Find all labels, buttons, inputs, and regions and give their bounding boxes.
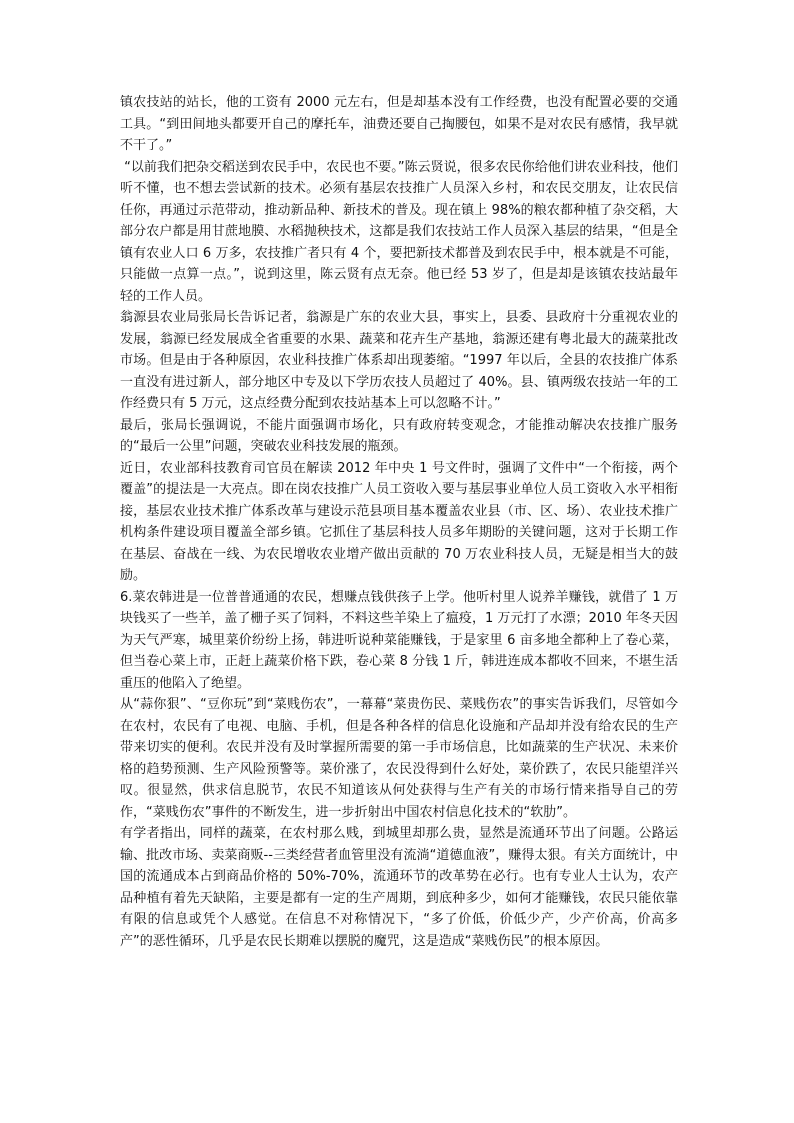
paragraph-central-document: 近日，农业部科技教育司官员在解读 2012 年中央 1 号文件时，强调了文件中“一个衔接，两个覆盖”的提法是一大亮点。即在岗农技推广人员工资收入要与基层事业单位人员工资收入水平相衔接，基层农业技术推广体系改革与建设示范县项目基本覆盖农业县（市、区、场）、农业技术推广机构条件建设项目覆盖全部乡镇。它抓住了基层科技人员多年期盼的关键问题，这对于长期工作在基层、奋战在一线、为农民增收农业增产做出贡献的 70 万农业科技人员，无疑是相当大的鼓励。 — [120, 460, 678, 583]
paragraph-han-jin: 6.菜农韩进是一位普普通通的农民，想赚点钱供孩子上学。他听村里人说养羊赚钱，就借了 1 万块钱买了一些羊，盖了栅子买了饲料，不料这些羊染上了瘟疫，1 万元打了水漂；2010 年冬天因为天气严寒，城里菜价纷纷上扬，韩进听说种菜能赚钱，于是家里 6 亩多地全都种上了卷心菜，但当卷心菜上市，正赶上蔬菜价格下跌，卷心菜 8 分钱 1 斤，韩进连成本都收不回来，不堪生活重压的他陷入了绝望。 — [120, 589, 678, 691]
paragraph-last-kilometer: 最后，张局长强调说，不能片面强调市场化，只有政府转变观念，才能推动解决农技推广服务的“最后一公里”问题，突破农业科技发展的瓶颈。 — [120, 417, 678, 454]
paragraph-chen-yunxian: “以前我们把杂交稻送到农民手中，农民也不要。”陈云贤说，很多农民你给他们讲农业科技，他们听不懂，也不想去尝试新的技术。必须有基层农技推广人员深入乡村，和农民交朋友，让农民信任你，再通过示范带动，推动新品种、新技术的普及。现在镇上 98%的粮农都种植了杂交稻，大部分农户都是用甘蔗地膜、水稻抛秧技术，这都是我们农技站工作人员深入基层的结果，“但是全镇有农业人口 6 万多，农技推广者只有 4 个，要把新技术都普及到农民手中，根本就是不可能，只能做一点算一点。”，说到这里，陈云贤有点无奈。他已经 53 岁了，但是却是该镇农技站最年轻的工作人员。 — [120, 159, 678, 304]
paragraph-circulation-costs: 有学者指出，同样的蔬菜，在农村那么贱，到城里却那么贵，显然是流通环节出了问题。公路运输、批改市场、卖菜商贩--三类经营者血管里没有流淌“道德血液”，赚得太狠。有关方面统计，中国的流通成本占到商品价格的 50%-70%，流通环节的改革势在必行。也有专业人士认为，农产品种植有着先天缺陷，主要是都有一定的生产周期，到底种多少，如何才能赚钱，农民只能依靠有限的信息或凭个人感觉。在信息不对称情况下，“多了价低，价低少产，少产价高，价高多产”的恶性循环，几乎是农民长期难以摆脱的魔咒，这是造成“菜贱伤民”的根本原因。 — [120, 826, 678, 949]
paragraph-information-gap: 从“蒜你狠”、“豆你玩”到“菜贱伤农”，一幕幕“菜贵伤民、菜贱伤农”的事实告诉我们，尽管如今在农村，农民有了电视、电脑、手机，但是各种各样的信息化设施和产品却并没有给农民的生产带来切实的便利。农民并没有及时掌握所需要的第一手市场信息，比如蔬菜的生产状况、未来价格的趋势预测、生产风险预警等。菜价涨了，农民没得到什么好处，菜价跌了，农民只能望洋兴叹。很显然，供求信息脱节，农民不知道该从何处获得与生产有关的市场行情来指导自己的劳作，“菜贱伤农”事件的不断发生，进一步折射出中国农村信息化技术的“软肋”。 — [120, 697, 678, 820]
paragraph-wengyuan-bureau: 翁源县农业局张局长告诉记者，翁源是广东的农业大县，事实上，县委、县政府十分重视农业的发展，翁源已经发展成全省重要的水果、蔬菜和花卉生产基地，翁源还建有粤北最大的蔬菜批改市场。但是由于各种原因，农业科技推广体系却出现萎缩。“1997 年以后，全县的农技推广体系一直没有进过新人，部分地区中专及以下学历农技人员超过了 40%。县、镇两级农技站一年的工作经费只有 5 万元，这点经费分配到农技站基本上可以忽略不计。” — [120, 310, 678, 411]
paragraph-station-chief: 镇农技站的站长，他的工资有 2000 元左右，但是却基本没有工作经费，也没有配置必要的交通工具。“到田间地头都要开自己的摩托车，油费还要自己掏腰包，如果不是对农民有感情，我早就不干了。” — [120, 95, 678, 153]
document-page — [120, 92, 678, 952]
